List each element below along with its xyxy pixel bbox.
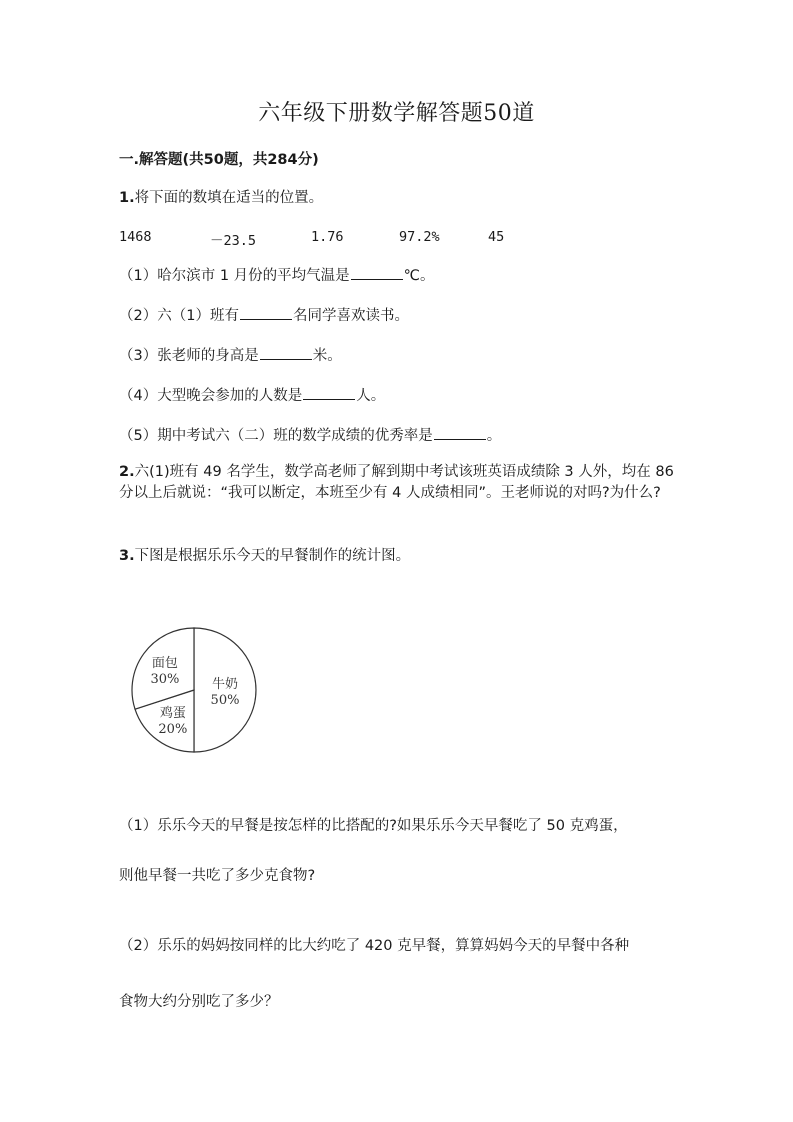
fill-item-2 (119, 304, 409, 325)
fill-item-suffix: 人。 (356, 388, 386, 404)
pie-slice-value: 50% (210, 693, 240, 708)
fill-item-text: （1）哈尔滨市 1 月份的平均气温是 (119, 268, 350, 284)
fill-item-text: （4）大型晚会参加的人数是 (119, 388, 303, 404)
question-2 (119, 462, 679, 504)
pie-slice-value: 30% (150, 671, 180, 687)
page-title: 六年级下册数学解答题50道 (258, 101, 535, 126)
fill-item-5 (119, 424, 501, 445)
pie-slice-label: 鸡蛋 (159, 706, 186, 722)
question-2-number: 2. (119, 464, 135, 480)
fill-item-text: （5）期中考试六（二）班的数学成绩的优秀率是 (119, 428, 433, 444)
pie-slice-label: 面包 (151, 655, 178, 671)
breakfast-pie-chart (126, 622, 266, 758)
answer-blank[interactable] (434, 425, 486, 440)
question-3-sub2-line1: （2）乐乐的妈妈按同样的比大约吃了 420 克早餐，算算妈妈今天的早餐中各种 (119, 938, 630, 954)
question-1-text: 将下面的数填在适当的位置。 (134, 190, 324, 206)
number-item: －23.5 (210, 233, 257, 249)
number-item: 1.76 (311, 229, 344, 245)
fill-item-3 (119, 344, 342, 365)
number-item: 97.2% (399, 229, 440, 245)
answer-blank[interactable] (240, 305, 292, 320)
pie-slice-label: 牛奶 (211, 677, 239, 692)
question-1-number: 1. (119, 190, 135, 206)
question-3-text: 下图是根据乐乐今天的早餐制作的统计图。 (134, 548, 411, 564)
fill-item-suffix: 米。 (312, 348, 342, 364)
fill-item-4 (119, 384, 385, 405)
fill-item-suffix: 名同学喜欢读书。 (292, 308, 409, 324)
answer-blank[interactable] (303, 385, 355, 400)
number-item: 1468 (119, 229, 152, 245)
question-3-sub1-line1: （1）乐乐今天的早餐是按怎样的比搭配的?如果乐乐今天早餐吃了 50 克鸡蛋， (119, 818, 628, 834)
question-3-sub2-line2: 食物大约分别吃了多少？ (119, 994, 279, 1010)
number-item: 45 (488, 229, 505, 245)
question-2-text: 六(1)班有 49 名学生，数学高老师了解到期中考试该班英语成绩除 3 人外，均在 86 分以上后就说：“我可以断定，本班至少有 4 人成绩相同”。王老师说的对吗?为什么? (119, 464, 674, 501)
fill-item-text: （2）六（1）班有 (119, 308, 239, 324)
fill-item-suffix: 。 (486, 428, 502, 444)
fill-item-suffix: ℃。 (403, 268, 435, 284)
answer-blank[interactable] (260, 345, 312, 360)
fill-item-text: （3）张老师的身高是 (119, 348, 259, 364)
question-1 (119, 186, 323, 207)
question-3-number: 3. (119, 548, 135, 564)
question-3-sub1-line2: 则他早餐一共吃了多少克食物? (119, 868, 316, 884)
section-heading: 一.解答题(共50题，共284分) (119, 152, 319, 168)
question-3 (119, 544, 410, 565)
pie-slice-value: 20% (158, 722, 188, 738)
fill-item-1 (119, 264, 434, 285)
answer-blank[interactable] (351, 265, 403, 280)
number-list (0, 229, 793, 249)
